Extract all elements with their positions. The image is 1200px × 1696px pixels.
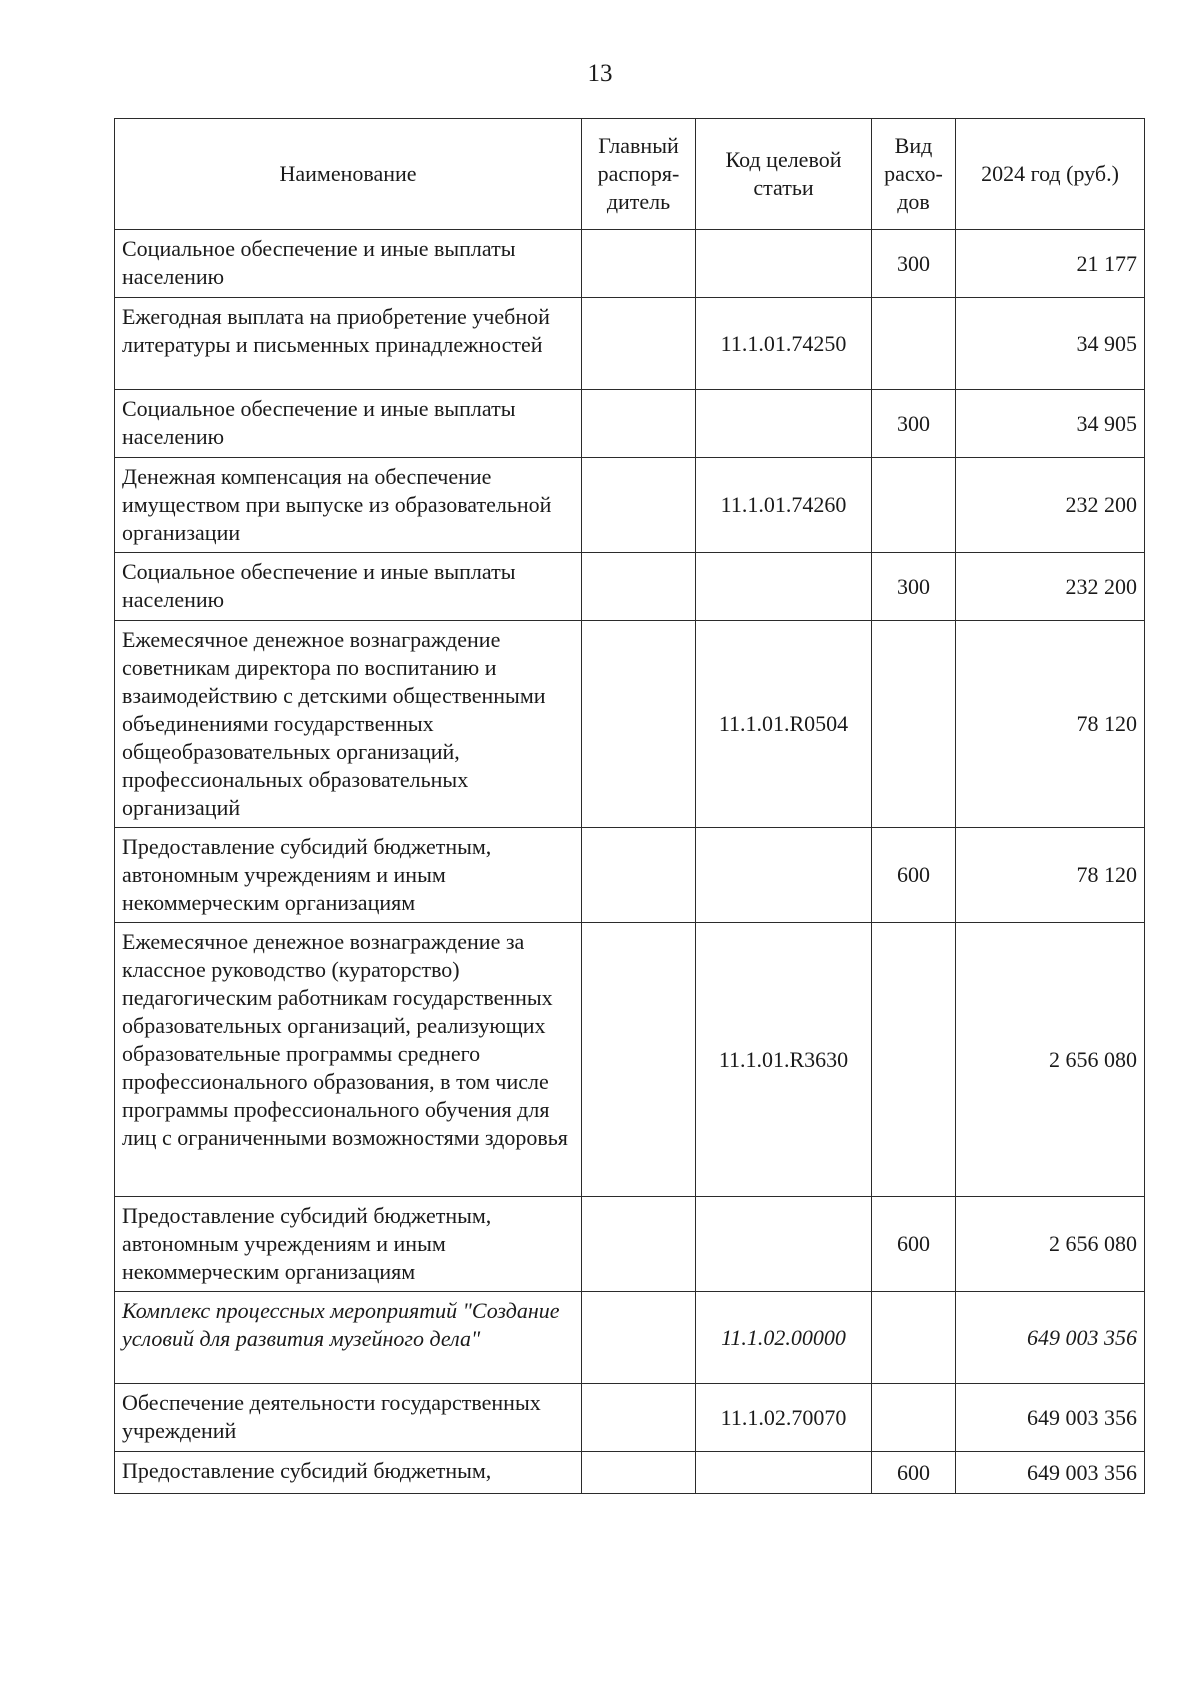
cell-code: 11.1.01.74260 [696,458,872,553]
cell-name: Ежемесячное денежное вознаграждение за классное руководство (кураторство) педагогическим работникам государственных образовательных организаций, реализующих образовательные программы среднего профессионального образования, в том числе программы профессионального обучения для лиц с ограниченными возможностями здоровья [115,923,582,1197]
cell-code [696,828,872,923]
table-row [115,621,1145,828]
cell-type [872,923,956,1197]
cell-type: 300 [872,230,956,298]
cell-name: Предоставление субсидий бюджетным, автономным учреждениям и иным некоммерческим организациям [115,828,582,923]
cell-manager [582,923,696,1197]
cell-name: Ежегодная выплата на приобретение учебной литературы и письменных принадлежностей [115,298,582,390]
cell-amount: 78 120 [956,621,1145,828]
budget-table [114,118,1145,1494]
table-row [115,1452,1145,1494]
cell-code [696,553,872,621]
table-row [115,1384,1145,1452]
cell-type [872,1384,956,1452]
cell-type: 600 [872,1452,956,1494]
page-number: 13 [587,60,613,87]
cell-amount: 2 656 080 [956,923,1145,1197]
header-code: Код целевой статьи [696,119,872,230]
cell-manager [582,1452,696,1494]
cell-amount: 34 905 [956,390,1145,458]
cell-code [696,1197,872,1292]
cell-manager [582,298,696,390]
cell-type [872,458,956,553]
cell-name: Предоставление субсидий бюджетным, [115,1452,582,1494]
cell-amount: 21 177 [956,230,1145,298]
cell-type: 300 [872,553,956,621]
cell-manager [582,1384,696,1452]
cell-name: Социальное обеспечение и иные выплаты населению [115,390,582,458]
cell-amount: 78 120 [956,828,1145,923]
cell-code: 11.1.02.00000 [696,1292,872,1384]
cell-amount: 232 200 [956,553,1145,621]
table-row [115,1292,1145,1384]
cell-type [872,298,956,390]
cell-amount: 649 003 356 [956,1452,1145,1494]
cell-name: Социальное обеспечение и иные выплаты населению [115,553,582,621]
header-name: Наименование [115,119,582,230]
cell-amount: 34 905 [956,298,1145,390]
cell-manager [582,390,696,458]
cell-amount: 649 003 356 [956,1292,1145,1384]
cell-code [696,1452,872,1494]
cell-type [872,1292,956,1384]
table-row [115,458,1145,553]
cell-manager [582,553,696,621]
cell-name: Ежемесячное денежное вознаграждение советникам директора по воспитанию и взаимодействию с детскими общественными объединениями государственных общеобразовательных организаций, профессиональных образовательных организаций [115,621,582,828]
cell-code [696,230,872,298]
cell-manager [582,621,696,828]
header-type: Вид расхо-дов [872,119,956,230]
table-row [115,553,1145,621]
table-row [115,828,1145,923]
cell-code: 11.1.01.R0504 [696,621,872,828]
table-row [115,1197,1145,1292]
cell-amount: 232 200 [956,458,1145,553]
cell-name: Комплекс процессных мероприятий "Создание условий для развития музейного дела" [115,1292,582,1384]
cell-type: 600 [872,828,956,923]
cell-code: 11.1.01.R3630 [696,923,872,1197]
cell-code: 11.1.02.70070 [696,1384,872,1452]
cell-type: 300 [872,390,956,458]
cell-name: Социальное обеспечение и иные выплаты населению [115,230,582,298]
header-manager: Главный распоря-дитель [582,119,696,230]
table-row [115,390,1145,458]
cell-amount: 2 656 080 [956,1197,1145,1292]
cell-code [696,390,872,458]
cell-name: Предоставление субсидий бюджетным, автономным учреждениям и иным некоммерческим организациям [115,1197,582,1292]
cell-name: Денежная компенсация на обеспечение имуществом при выпуске из образовательной организации [115,458,582,553]
table-row [115,923,1145,1197]
cell-manager [582,828,696,923]
cell-type [872,621,956,828]
table-body [115,230,1145,1494]
cell-code: 11.1.01.74250 [696,298,872,390]
cell-manager [582,458,696,553]
cell-manager [582,230,696,298]
cell-manager [582,1197,696,1292]
cell-type: 600 [872,1197,956,1292]
table-row [115,298,1145,390]
cell-amount: 649 003 356 [956,1384,1145,1452]
cell-manager [582,1292,696,1384]
header-amount: 2024 год (руб.) [956,119,1145,230]
table-row [115,230,1145,298]
table-header-row [115,119,1145,230]
cell-name: Обеспечение деятельности государственных учреждений [115,1384,582,1452]
